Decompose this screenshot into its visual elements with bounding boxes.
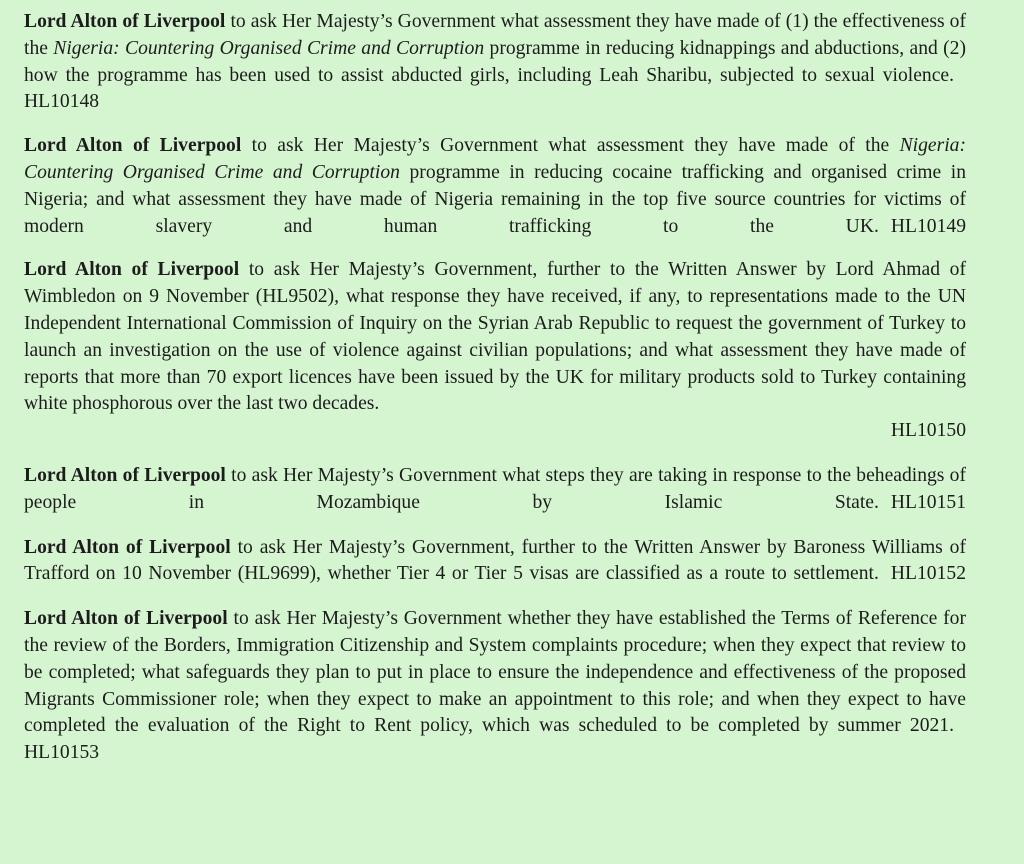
- question-text: to ask Her Majesty’s Government, further to the Written Answer by Lord Ahmad of Wimbledon on 9 November (HL9502), what response they have received, if any, to representations made to the UN Independent International Commission of Inquiry on the Syrian Arab Republic to request the government of Turkey to launch an investigation on the use of violence against civilian populations; and what assessment they have made of reports that more than 70 export licences have been issued by the UK for military products sold to Turkey containing white phosphorous over the last two decades.: [24, 259, 966, 415]
- question-reference: HL10148: [24, 91, 100, 113]
- question-text: to ask Her Majesty’s Government whether they have established the Terms of Reference for the review of the Borders, Immigration Citizenship and System complaints procedure; when they expect that review to be completed; what safeguards they plan to put in place to ensure the independence and effectiveness of the proposed Migrants Commissioner role; when they expect to make an appointment to this role; and when they expect to have completed the evaluation of the Right to Rent policy, which was scheduled to be completed by summer 2021.: [24, 608, 966, 737]
- question-member: Lord Alton of Liverpool: [24, 135, 242, 157]
- question-reference: HL10150: [890, 420, 966, 442]
- question-text: to ask Her Majesty’s Government what assessment they have made of the: [241, 135, 900, 157]
- question-hl10152: [24, 535, 966, 589]
- question-member: Lord Alton of Liverpool: [24, 608, 228, 630]
- question-hl10148: [24, 9, 966, 116]
- question-member: Lord Alton of Liverpool: [24, 11, 226, 32]
- question-reference: HL10153: [24, 742, 100, 764]
- question-hl10150: [24, 257, 966, 445]
- question-hl10151: [24, 463, 966, 517]
- question-member: Lord Alton of Liverpool: [24, 259, 240, 281]
- question-reference: HL10151: [890, 491, 966, 513]
- question-text: to ask Her Majesty’s Government what assessment they have made of (1) the effectiveness of the: [24, 11, 966, 59]
- question-text: to ask Her Majesty’s Government what steps they are taking in response to the beheadings of people in Mozambique by Islamic State.: [24, 464, 966, 513]
- question-reference: HL10149: [890, 215, 966, 237]
- programme-title: Nigeria: Countering Organised Crime and Corruption: [24, 135, 966, 183]
- question-text: programme in reducing kidnappings and abductions, and (2) how the programme has been used to assist abducted girls, including Leah Sharibu, subjected to sexual violence.: [24, 37, 967, 86]
- question-text: programme in reducing cocaine trafficking and organised crime in Nigeria; and what assessment they have made of Nigeria remaining in the top five source countries for victims of modern slavery and human trafficking to the UK.: [24, 161, 966, 237]
- question-member: Lord Alton of Liverpool: [24, 536, 231, 558]
- question-text: to ask Her Majesty’s Government, further to the Written Answer by Baroness Williams of Trafford on 10 November (HL9699), whether Tier 4 or Tier 5 visas are classified as a route to settlement.: [24, 536, 966, 585]
- question-member: Lord Alton of Liverpool: [24, 464, 226, 486]
- question-hl10149: [24, 133, 966, 240]
- programme-title: Nigeria: Countering Organised Crime and Corruption: [53, 37, 485, 59]
- question-reference: HL10152: [890, 563, 966, 585]
- question-hl10153: [24, 606, 966, 767]
